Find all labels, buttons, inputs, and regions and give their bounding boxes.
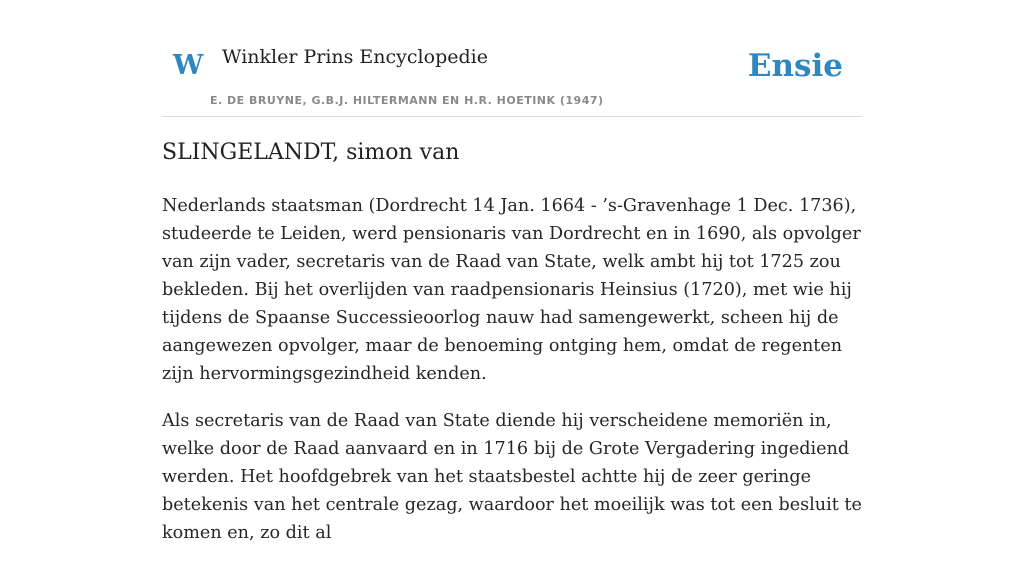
entry-paragraph: Nederlands staatsman (Dordrecht 14 Jan. 1664 - ’s-Gravenhage 1 Dec. 1736), studeerde te Leiden, werd pensionaris van Dordrecht en in 1690, als opvolger van zijn vader, secretaris van de Raad van State, welk ambt hij tot 1725 zou bekleden. Bij het overlijden van raadpensionaris Heinsius (1720), met wie hij tijdens de Spaanse Successieoorlog nauw had samengewerkt, scheen hij de aangewezen opvolger, maar de benoeming ontging hem, omdat de regenten zijn hervormingsgezindheid kenden. <box>162 196 861 384</box>
ensie-logo-link[interactable]: Ensie <box>747 48 843 84</box>
entry-paragraph: Als secretaris van de Raad van State diende hij verscheidene memoriën in, welke door de Raad aanvaard en in 1716 bij de Grote Vergadering ingediend werden. Het hoofdgebrek van het staatsbestel achtte hij de zeer geringe betekenis van het centrale gezag, waardoor het moeilijk was tot een besluit te komen en, zo dit al <box>162 411 862 543</box>
site-title[interactable]: Winkler Prins Encyclopedie <box>222 46 488 68</box>
page <box>162 0 862 543</box>
entry-title: SLINGELANDT, simon van <box>162 140 460 165</box>
authors-line: E. DE BRUYNE, G.B.J. HILTERMANN EN H.R. HOETINK (1947) <box>210 94 604 107</box>
entry-body <box>162 192 862 566</box>
winkler-prins-logo[interactable]: W <box>173 50 204 81</box>
header <box>162 0 862 117</box>
